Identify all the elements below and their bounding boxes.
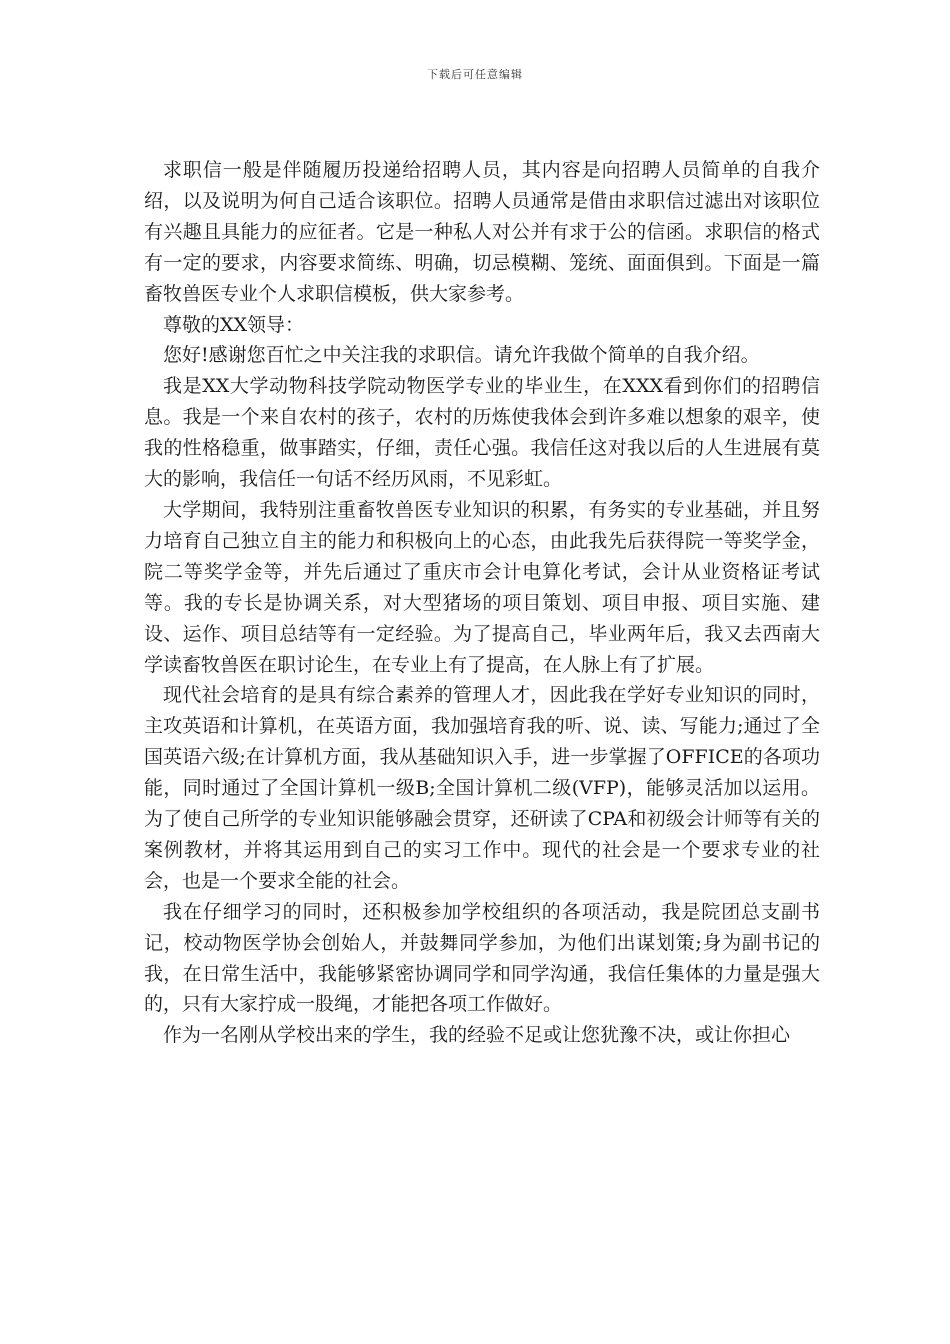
paragraph-university: 大学期间，我特别注重畜牧兽医专业知识的积累，有务实的专业基础，并且努力培育自己独立自主的能力和积极向上的心态，由此我先后获得院一等奖学金，院二等奖学金等，并先后通过了重庆市会计电算化考试，会计从业资格证考试等。我的专长是协调关系，对大型猪场的项目策划、项目申报、项目实施、建设、运作、项目总结等有一定经验。为了提高自己，毕业两年后，我又去西南大学读畜牧兽医在职讨论生，在专业上有了提高，在人脉上有了扩展。 bbox=[144, 498, 820, 676]
page-header-note: 下载后可任意编辑 bbox=[427, 68, 523, 81]
document-body bbox=[144, 155, 820, 1051]
paragraph-background: 我是XX大学动物科技学院动物医学专业的毕业生，在XXX看到你们的招聘信息。我是一个来自农村的孩子，农村的历炼使我体会到许多难以想象的艰辛，使我的性格稳重，做事踏实，仔细，责任心强。我信任这对我以后的人生进展有莫大的影响，我信任一句话不经历风雨，不见彩虹。 bbox=[144, 375, 820, 491]
paragraph-closing-partial: 作为一名刚从学校出来的学生，我的经验不足或让您犹豫不决，或让你担心 bbox=[163, 1024, 791, 1047]
paragraph-greeting: 您好!感谢您百忙之中关注我的求职信。请允许我做个简单的自我介绍。 bbox=[163, 344, 760, 367]
paragraph-salutation: 尊敬的XX领导： bbox=[163, 313, 305, 336]
paragraph-activities: 我在仔细学习的同时，还积极参加学校组织的各项活动，我是院团总支副书记，校动物医学协会创始人，并鼓舞同学参加，为他们出谋划策;身为副书记的我，在日常生活中，我能够紧密协调同学和同学沟通，我信任集体的力量是强大的，只有大家拧成一股绳，才能把各项工作做好。 bbox=[144, 900, 820, 1016]
paragraph-intro: 求职信一般是伴随履历投递给招聘人员，其内容是向招聘人员简单的自我介绍，以及说明为何自己适合该职位。招聘人员通常是借由求职信过滤出对该职位有兴趣且具能力的应征者。它是一种私人对公并有求于公的信函。求职信的格式有一定的要求，内容要求简练、明确，切忌模糊、笼统、面面俱到。下面是一篇畜牧兽医专业个人求职信模板，供大家参考。 bbox=[144, 159, 820, 305]
paragraph-skills: 现代社会培育的是具有综合素养的管理人才，因此我在学好专业知识的同时，主攻英语和计算机，在英语方面，我加强培育我的听、说、读、写能力;通过了全国英语六级;在计算机方面，我从基础知识入手，进一步掌握了OFFICE的各项功能，同时通过了全国计算机一级B;全国计算机二级(VFP)，能够灵活加以运用。为了使自己所学的专业知识能够融会贯穿，还研读了CPA和初级会计师等有关的案例教材，并将其运用到自己的实习工作中。现代的社会是一个要求专业的社会，也是一个要求全能的社会。 bbox=[144, 684, 820, 892]
